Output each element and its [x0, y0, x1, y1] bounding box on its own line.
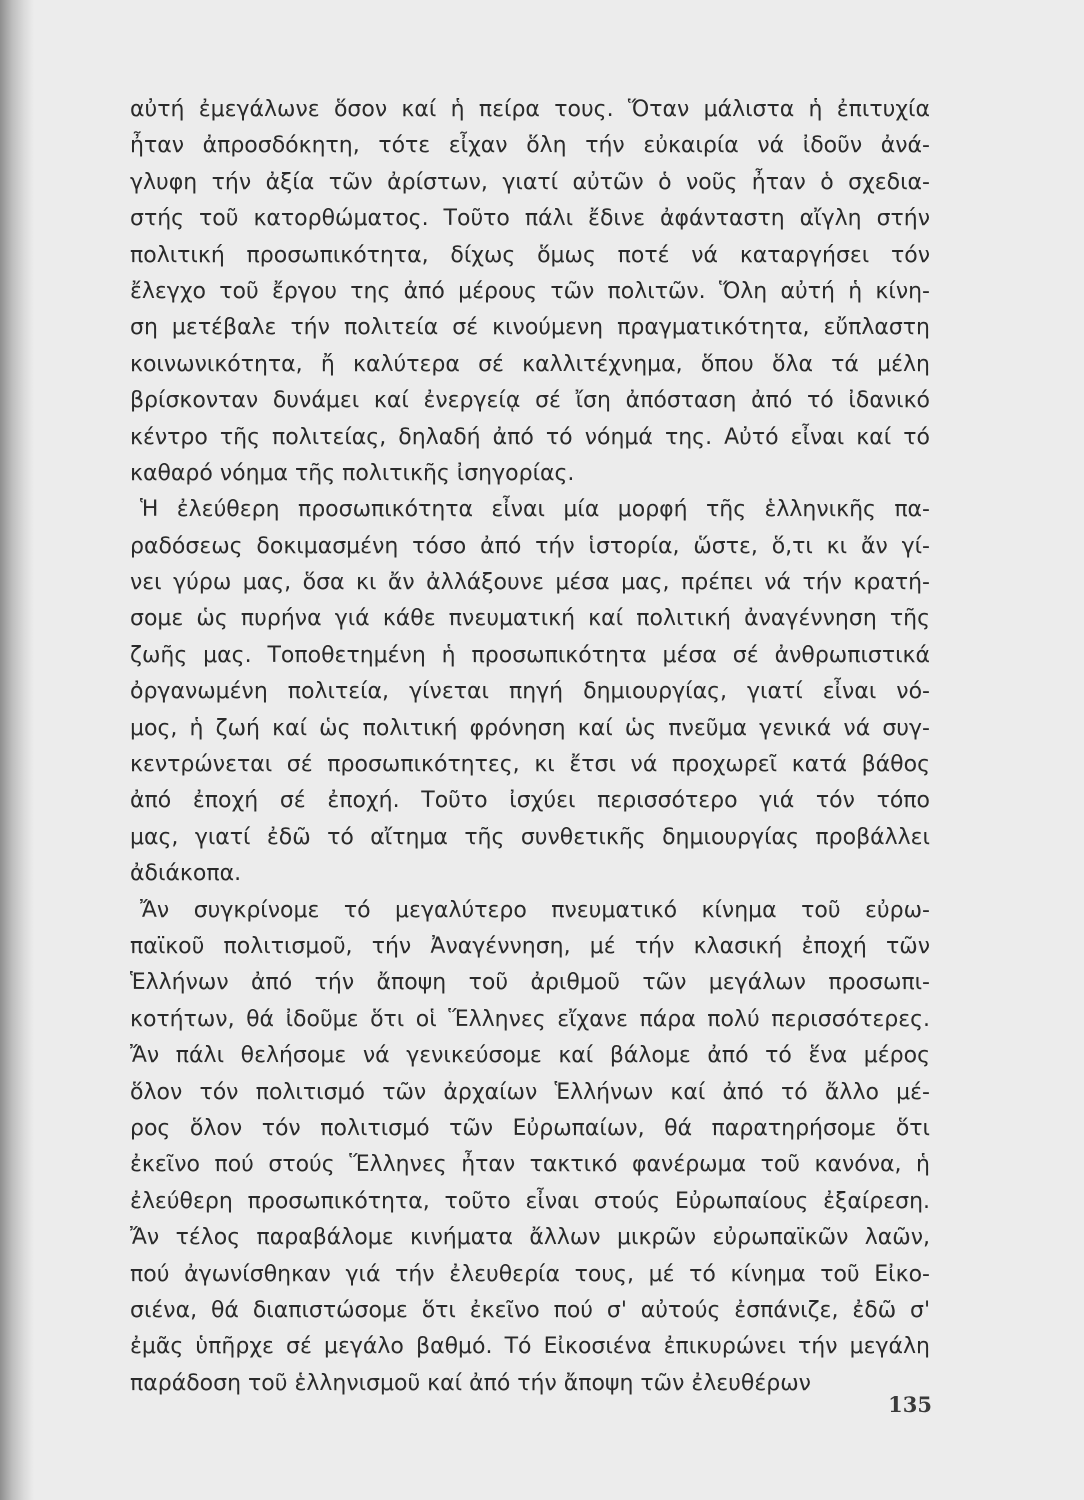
binding-shadow — [0, 0, 34, 1500]
text-line: Ἑλλήνων ἀπό τήν ἄποψη τοῦ ἀριθμοῦ τῶν μεγάλων προσωπι- — [130, 970, 930, 996]
text-line: μος, ἡ ζωή καί ὡς πολιτική φρόνηση καί ὡς πνεῦμα γενικά νά συγ- — [130, 715, 930, 741]
page-number: 135 — [888, 1392, 932, 1417]
body-text — [130, 92, 930, 1402]
text-line: ἀπό ἐποχή σέ ἐποχή. Τοῦτο ἰσχύει περισσότερο γιά τόν τόπο — [130, 788, 930, 814]
text-line: ἔλεγχο τοῦ ἔργου της ἀπό μέρους τῶν πολιτῶν. Ὅλη αὐτή ἡ κίνη- — [130, 278, 930, 304]
text-line: καθαρό νόημα τῆς πολιτικῆς ἰσηγορίας. — [130, 460, 575, 486]
text-line: ἀδιάκοπα. — [130, 861, 242, 887]
text-line: γλυφη τήν ἀξία τῶν ἀρίστων, γιατί αὐτῶν ὁ νοῦς ἦταν ὁ σχεδια- — [130, 169, 930, 195]
text-line: Ἡ ἐλεύθερη προσωπικότητα εἶναι μία μορφή τῆς ἑλληνικῆς πα- — [140, 497, 930, 523]
text-line: πολιτική προσωπικότητα, δίχως ὅμως ποτέ νά καταργήσει τόν — [130, 242, 930, 268]
text-line: Ἄν συγκρίνομε τό μεγαλύτερο πνευματικό κίνημα τοῦ εὐρω- — [140, 897, 930, 923]
text-line: ρος ὅλον τόν πολιτισμό τῶν Εὐρωπαίων, θά παρατηρήσομε ὅτι — [130, 1115, 930, 1141]
text-line: ση μετέβαλε τήν πολιτεία σέ κινούμενη πραγματικότητα, εὔπλαστη — [130, 315, 930, 341]
text-line: κέντρο τῆς πολιτείας, δηλαδή ἀπό τό νόημά της. Αὐτό εἶναι καί τό — [130, 424, 930, 450]
text-line: νει γύρω μας, ὅσα κι ἄν ἀλλάξουνε μέσα μας, πρέπει νά τήν κρατή- — [130, 570, 930, 596]
text-line: κοινωνικότητα, ἤ καλύτερα σέ καλλιτέχνημα, ὅπου ὅλα τά μέλη — [130, 351, 930, 377]
text-line: σομε ὡς πυρήνα γιά κάθε πνευματική καί πολιτική ἀναγέννηση τῆς — [130, 606, 930, 632]
text-line: κοτήτων, θά ἰδοῦμε ὅτι οἱ Ἕλληνες εἴχανε πάρα πολύ περισσότερες. — [130, 1006, 930, 1032]
text-line: ἐλεύθερη προσωπικότητα, τοῦτο εἶναι στούς Εὐρωπαίους ἐξαίρεση. — [130, 1188, 930, 1214]
text-line: ἐκεῖνο πού στούς Ἕλληνες ἦταν τακτικό φανέρωμα τοῦ κανόνα, ἡ — [130, 1152, 930, 1178]
text-line: Ἄν πάλι θελήσομε νά γενικεύσομε καί βάλομε ἀπό τό ἕνα μέρος — [130, 1043, 930, 1069]
text-line: ἦταν ἀπροσδόκητη, τότε εἶχαν ὅλη τήν εὐκαιρία νά ἰδοῦν ἀνά- — [130, 133, 930, 159]
text-line: κεντρώνεται σέ προσωπικότητες, κι ἔτσι νά προχωρεῖ κατά βάθος — [130, 752, 930, 778]
text-line: στής τοῦ κατορθώματος. Τοῦτο πάλι ἔδινε ἀφάνταστη αἴγλη στήν — [130, 206, 930, 232]
text-line: ἐμᾶς ὑπῆρχε σέ μεγάλο βαθμό. Τό Εἰκοσιένα ἐπικυρώνει τήν μεγάλη — [130, 1334, 930, 1360]
text-line: πού ἀγωνίσθηκαν γιά τήν ἐλευθερία τους, μέ τό κίνημα τοῦ Εἰκο- — [130, 1261, 930, 1287]
text-line: μας, γιατί ἐδῶ τό αἴτημα τῆς συνθετικῆς δημιουργίας προβάλλει — [130, 824, 930, 850]
text-line: ὀργανωμένη πολιτεία, γίνεται πηγή δημιουργίας, γιατί εἶναι νό- — [130, 679, 930, 705]
text-line: Ἄν τέλος παραβάλομε κινήματα ἄλλων μικρῶν εὐρωπαϊκῶν λαῶν, — [130, 1225, 930, 1251]
text-line: παράδοση τοῦ ἑλληνισμοῦ καί ἀπό τήν ἄποψη τῶν ἐλευθέρων — [130, 1370, 811, 1396]
text-line: παϊκοῦ πολιτισμοῦ, τήν Ἀναγέννηση, μέ τήν κλασική ἐποχή τῶν — [130, 933, 930, 959]
text-line: βρίσκονταν δυνάμει καί ἐνεργείᾳ σέ ἴση ἀπόσταση ἀπό τό ἰδανικό — [130, 388, 930, 414]
text-line: αὐτή ἐμεγάλωνε ὅσον καί ἡ πείρα τους. Ὅταν μάλιστα ἡ ἐπιτυχία — [130, 97, 930, 122]
text-line: ζωῆς μας. Τοποθετημένη ἡ προσωπικότητα μέσα σέ ἀνθρωπιστικά — [130, 642, 930, 668]
text-line: ὅλον τόν πολιτισμό τῶν ἀρχαίων Ἑλλήνων καί ἀπό τό ἄλλο μέ- — [130, 1079, 930, 1105]
text-line: σιένα, θά διαπιστώσομε ὅτι ἐκεῖνο πού σ' αὐτούς ἐσπάνιζε, ἐδῶ σ' — [130, 1297, 930, 1323]
text-line: ραδόσεως δοκιμασμένη τόσο ἀπό τήν ἱστορία, ὥστε, ὅ,τι κι ἄν γί- — [130, 533, 930, 559]
